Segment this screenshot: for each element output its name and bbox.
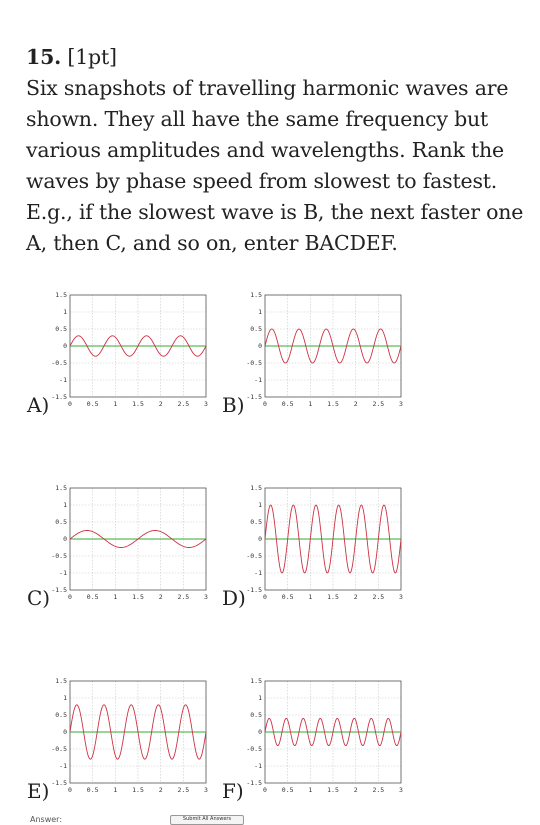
panel-b-xtick-label: 3 <box>399 400 403 408</box>
panel-e-label: E) <box>27 779 50 803</box>
panel-d-ytick-label: 1 <box>258 501 262 510</box>
panel-f-ytick-label: 1 <box>258 694 262 703</box>
panel-d-ytick-label: -1.5 <box>246 586 262 595</box>
panel-a-ytick-label: -0.5 <box>51 359 67 368</box>
panel-b-xtick-label: 0.5 <box>281 400 294 408</box>
panel-b-ytick-label: 0.5 <box>250 325 262 334</box>
panel-a-xtick-label: 3 <box>204 400 208 408</box>
panel-d-xtick-label: 2 <box>353 593 358 601</box>
answer-label: Answer: <box>30 815 63 824</box>
panel-f-xtick-label: 1.5 <box>327 786 339 794</box>
panel-f-xtick-label: 3 <box>399 786 403 794</box>
panel-d-xtick-label: 3 <box>399 593 403 601</box>
panel-f-ytick-label: 1.5 <box>250 677 262 686</box>
panel-e-ytick-label: -1 <box>59 762 67 771</box>
panel-f-xtick-label: 0.5 <box>281 786 294 794</box>
panel-f-xtick-label: 0 <box>263 786 267 794</box>
panel-c-xtick-label: 0 <box>68 593 72 601</box>
panel-f-ytick-label: 0.5 <box>250 711 262 720</box>
panel-e-ytick-label: 1.5 <box>55 677 67 686</box>
panel-e-xtick-label: 0.5 <box>86 786 99 794</box>
panel-e-xtick-label: 3 <box>204 786 208 794</box>
panel-c-xtick-label: 1 <box>113 593 118 601</box>
panel-b-xtick-label: 2 <box>353 400 358 408</box>
panel-d-xtick-label: 0.5 <box>281 593 294 601</box>
panel-c-xtick-label: 1.5 <box>132 593 144 601</box>
panel-e-xtick-label: 0 <box>68 786 72 794</box>
panel-c-label: C) <box>27 586 51 610</box>
panel-a-ytick-label: 0.5 <box>55 325 67 334</box>
panel-c-ytick-label: -1.5 <box>51 586 67 595</box>
panel-e-xtick-label: 2 <box>158 786 163 794</box>
panel-a-xtick-label: 1 <box>113 400 118 408</box>
panel-b-ytick-label: -0.5 <box>246 359 262 368</box>
panel-e-xtick-label: 1 <box>113 786 118 794</box>
panel-d-ytick-label: -1 <box>254 569 262 578</box>
panel-f-ytick-label: -1 <box>254 762 262 771</box>
panel-c-ytick-label: -0.5 <box>51 552 67 561</box>
panel-f-xtick-label: 1 <box>308 786 313 794</box>
question-text: Six snapshots of travelling harmonic waves are shown. They all have the same frequency but various amplitudes and wavelengths. Rank the waves by phase speed from slowest to fastest. E.g., if the slowest wave is B, the next faster one A, then C, and so on, enter BACDEF. <box>26 76 524 255</box>
panel-a-xtick-label: 0 <box>68 400 72 408</box>
panel-a-ytick-label: -1.5 <box>51 393 67 402</box>
panel-d-ytick-label: 0.5 <box>250 518 262 527</box>
panel-c-ytick-label: 0 <box>63 535 67 544</box>
submit-all-answers-button[interactable]: Submit All Answers <box>170 815 244 825</box>
panel-b-xtick-label: 0 <box>263 400 267 408</box>
panel-f-ytick-label: -0.5 <box>246 745 262 754</box>
panel-b-ytick-label: 1 <box>258 308 262 317</box>
panel-b-ytick-label: -1.5 <box>246 393 262 402</box>
panel-e-ytick-label: 1 <box>63 694 67 703</box>
panel-d-xtick-label: 1 <box>308 593 313 601</box>
panel-a-xtick-label: 2 <box>158 400 163 408</box>
panel-a-xtick-label: 1.5 <box>132 400 144 408</box>
panel-d-ytick-label: 0 <box>258 535 262 544</box>
panel-d-label: D) <box>222 586 246 610</box>
panel-b-ytick-label: 1.5 <box>250 291 262 300</box>
panel-f-xtick-label: 2 <box>353 786 358 794</box>
panel-f-xtick-label: 2.5 <box>372 786 385 794</box>
panel-a-xtick-label: 2.5 <box>177 400 190 408</box>
panel-c-xtick-label: 2 <box>158 593 163 601</box>
panel-e-xtick-label: 2.5 <box>177 786 190 794</box>
panel-b-ytick-label: 0 <box>258 342 262 351</box>
panel-a-ytick-label: 1.5 <box>55 291 67 300</box>
panel-e-ytick-label: -0.5 <box>51 745 67 754</box>
panel-e-ytick-label: -1.5 <box>51 779 67 788</box>
panel-a-ytick-label: 0 <box>63 342 67 351</box>
panel-b-xtick-label: 1.5 <box>327 400 339 408</box>
panel-c-ytick-label: 0.5 <box>55 518 67 527</box>
panel-d-xtick-label: 1.5 <box>327 593 339 601</box>
panel-c-xtick-label: 0.5 <box>86 593 99 601</box>
panel-c-ytick-label: -1 <box>59 569 67 578</box>
panel-a-ytick-label: 1 <box>63 308 67 317</box>
panel-f-ytick-label: -1.5 <box>246 779 262 788</box>
panel-c-ytick-label: 1.5 <box>55 484 67 493</box>
question-number: 15. <box>26 45 62 69</box>
panel-e-ytick-label: 0 <box>63 728 67 737</box>
panel-e-xtick-label: 1.5 <box>132 786 144 794</box>
panel-d-xtick-label: 0 <box>263 593 267 601</box>
panel-a-ytick-label: -1 <box>59 376 67 385</box>
panel-c-xtick-label: 3 <box>204 593 208 601</box>
panel-b-ytick-label: -1 <box>254 376 262 385</box>
panel-b-label: B) <box>222 393 245 417</box>
panel-d-ytick-label: -0.5 <box>246 552 262 561</box>
panel-b-xtick-label: 2.5 <box>372 400 385 408</box>
panel-f-label: F) <box>222 779 244 803</box>
panel-a-xtick-label: 0.5 <box>86 400 99 408</box>
panel-b-xtick-label: 1 <box>308 400 313 408</box>
panel-e-ytick-label: 0.5 <box>55 711 67 720</box>
panel-a-label: A) <box>27 393 50 417</box>
panel-c-xtick-label: 2.5 <box>177 593 190 601</box>
panel-f-ytick-label: 0 <box>258 728 262 737</box>
panel-d-xtick-label: 2.5 <box>372 593 385 601</box>
question-points: [1pt] <box>67 45 117 69</box>
panel-c-ytick-label: 1 <box>63 501 67 510</box>
panel-d-ytick-label: 1.5 <box>250 484 262 493</box>
